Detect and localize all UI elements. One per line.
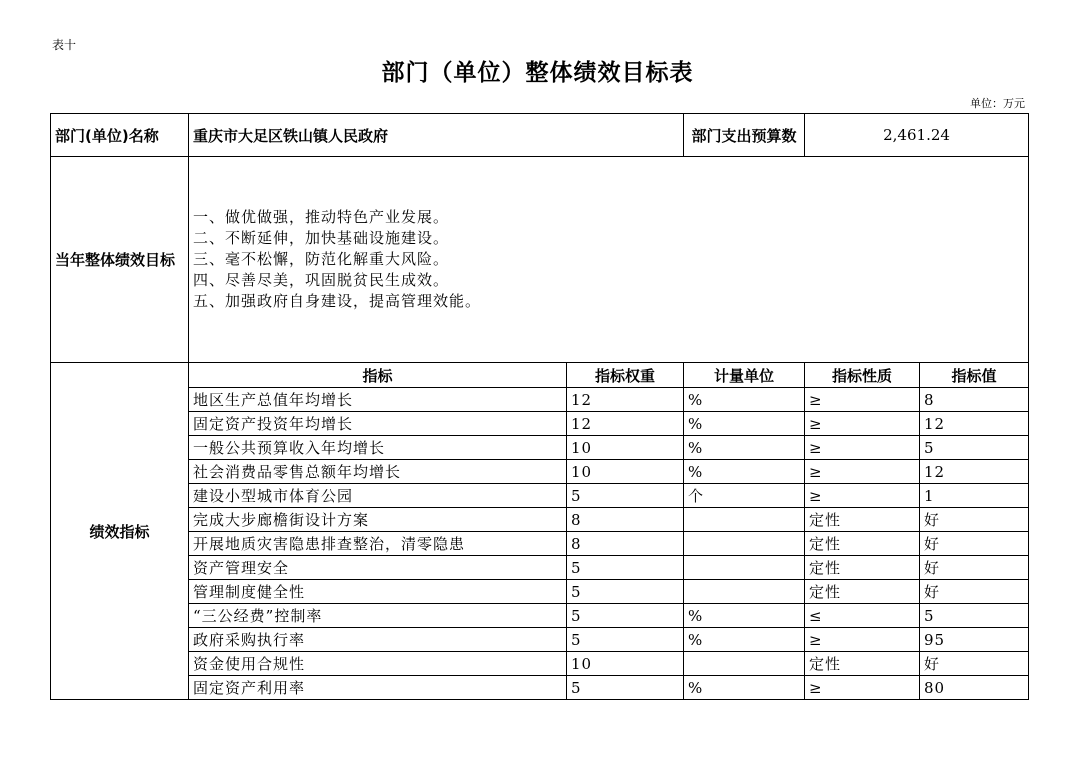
unit-label: 单位：万元 (970, 97, 1025, 110)
indicator-name: 资金使用合规性 (189, 652, 567, 676)
goal-row (51, 157, 1029, 363)
indicator-unit (684, 580, 805, 604)
indicator-nature: ≥ (805, 628, 920, 652)
indicator-unit: % (684, 676, 805, 700)
indicator-nature: 定性 (805, 556, 920, 580)
indicator-unit: % (684, 604, 805, 628)
indicator-weight: 5 (567, 484, 684, 508)
indicator-name: 完成大步廊檐街设计方案 (189, 508, 567, 532)
indicator-name: 固定资产投资年均增长 (189, 412, 567, 436)
indicator-name: “三公经费”控制率 (189, 604, 567, 628)
table-row (51, 460, 1029, 484)
indicator-name: 政府采购执行率 (189, 628, 567, 652)
indicator-name: 一般公共预算收入年均增长 (189, 436, 567, 460)
column-header-weight: 指标权重 (567, 363, 684, 388)
indicator-nature: 定性 (805, 652, 920, 676)
indicator-nature: ≥ (805, 484, 920, 508)
indicator-value: 1 (920, 484, 1029, 508)
indicator-weight: 5 (567, 580, 684, 604)
table-row (51, 628, 1029, 652)
indicator-weight: 10 (567, 652, 684, 676)
indicator-nature: 定性 (805, 532, 920, 556)
dept-name-value: 重庆市大足区铁山镇人民政府 (189, 114, 684, 157)
indicator-unit (684, 532, 805, 556)
column-header-value: 指标值 (920, 363, 1029, 388)
indicator-value: 80 (920, 676, 1029, 700)
indicator-value: 95 (920, 628, 1029, 652)
goal-label: 当年整体绩效目标 (51, 157, 189, 363)
indicator-value: 好 (920, 580, 1029, 604)
indicator-value: 好 (920, 532, 1029, 556)
performance-indicator-label: 绩效指标 (51, 363, 189, 700)
indicator-unit: % (684, 460, 805, 484)
table-row (51, 676, 1029, 700)
dept-name-label: 部门(单位)名称 (51, 114, 189, 157)
column-header-indicator: 指标 (189, 363, 567, 388)
indicator-value: 好 (920, 508, 1029, 532)
indicator-weight: 12 (567, 388, 684, 412)
indicator-unit: % (684, 388, 805, 412)
table-row (51, 508, 1029, 532)
table-row (51, 580, 1029, 604)
page-title: 部门（单位）整体绩效目标表 (381, 59, 694, 86)
indicator-name: 资产管理安全 (189, 556, 567, 580)
indicator-weight: 12 (567, 412, 684, 436)
indicator-weight: 5 (567, 628, 684, 652)
indicator-unit (684, 556, 805, 580)
indicator-name: 建设小型城市体育公园 (189, 484, 567, 508)
indicator-weight: 10 (567, 460, 684, 484)
indicator-column-header-row (51, 363, 1029, 388)
indicator-unit: % (684, 436, 805, 460)
indicator-unit: % (684, 412, 805, 436)
performance-goal-table (50, 113, 1029, 700)
indicator-nature: ≥ (805, 436, 920, 460)
indicator-name: 固定资产利用率 (189, 676, 567, 700)
column-header-nature: 指标性质 (805, 363, 920, 388)
goal-item: 五、加强政府自身建设，提高管理效能。 (193, 292, 482, 310)
indicator-nature: ≥ (805, 388, 920, 412)
indicator-value: 12 (920, 460, 1029, 484)
table-number: 表十 (52, 38, 77, 52)
indicator-weight: 5 (567, 604, 684, 628)
goal-text (189, 157, 1029, 363)
table-row (51, 412, 1029, 436)
indicator-unit: 个 (684, 484, 805, 508)
table-row (51, 532, 1029, 556)
goal-item: 三、毫不松懈，防范化解重大风险。 (193, 250, 450, 268)
indicator-name: 管理制度健全性 (189, 580, 567, 604)
indicator-nature: ≥ (805, 460, 920, 484)
indicator-weight: 8 (567, 532, 684, 556)
indicator-name: 社会消费品零售总额年均增长 (189, 460, 567, 484)
table-row (51, 484, 1029, 508)
indicator-nature: ≤ (805, 604, 920, 628)
goal-item: 一、做优做强，推动特色产业发展。 (193, 208, 450, 226)
indicator-value: 5 (920, 436, 1029, 460)
indicator-value: 好 (920, 556, 1029, 580)
indicator-weight: 10 (567, 436, 684, 460)
budget-label: 部门支出预算数 (684, 114, 805, 157)
indicator-unit (684, 652, 805, 676)
indicator-weight: 5 (567, 676, 684, 700)
indicator-value: 8 (920, 388, 1029, 412)
goal-item: 四、尽善尽美，巩固脱贫民生成效。 (193, 271, 450, 289)
indicator-value: 5 (920, 604, 1029, 628)
indicator-value: 好 (920, 652, 1029, 676)
indicator-unit (684, 508, 805, 532)
indicator-nature: 定性 (805, 580, 920, 604)
table-row (51, 436, 1029, 460)
table-row (51, 652, 1029, 676)
indicator-weight: 8 (567, 508, 684, 532)
indicator-nature: 定性 (805, 508, 920, 532)
table-row (51, 556, 1029, 580)
indicator-value: 12 (920, 412, 1029, 436)
budget-value: 2,461.24 (805, 114, 1029, 157)
goal-item: 二、不断延伸，加快基础设施建设。 (193, 229, 450, 247)
column-header-unit: 计量单位 (684, 363, 805, 388)
indicator-nature: ≥ (805, 676, 920, 700)
table-row (51, 604, 1029, 628)
indicator-unit: % (684, 628, 805, 652)
indicator-weight: 5 (567, 556, 684, 580)
indicator-nature: ≥ (805, 412, 920, 436)
indicator-name: 开展地质灾害隐患排查整治，清零隐患 (189, 532, 567, 556)
table-row (51, 388, 1029, 412)
header-row (51, 114, 1029, 157)
indicator-name: 地区生产总值年均增长 (189, 388, 567, 412)
